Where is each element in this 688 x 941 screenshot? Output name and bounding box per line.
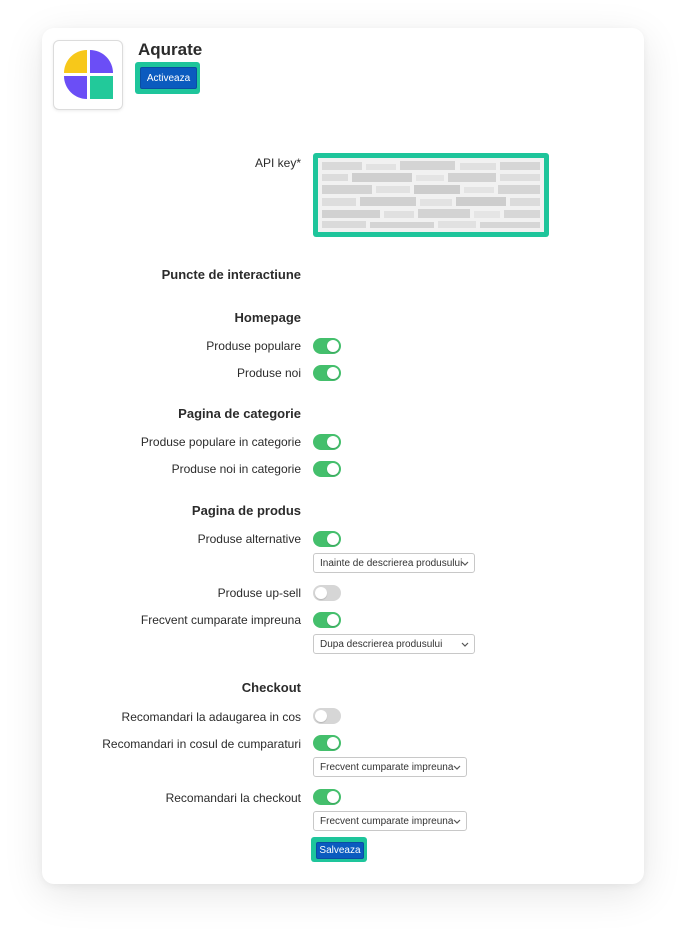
checkout-add-to-cart-label: Recomandari la adaugarea in cos <box>121 710 301 724</box>
interaction-points-title: Puncte de interactiune <box>161 267 301 282</box>
checkout-at-checkout-toggle[interactable] <box>313 789 341 805</box>
app-logo <box>53 40 123 110</box>
product-alternative-toggle[interactable] <box>313 531 341 547</box>
blurred-api-key <box>318 158 544 232</box>
homepage-popular-toggle[interactable] <box>313 338 341 354</box>
category-new-label: Produse noi in categorie <box>171 462 301 476</box>
select-value: Frecvent cumparate impreuna <box>320 815 454 827</box>
product-frequent-position-select[interactable] <box>313 634 475 654</box>
chevron-down-icon <box>460 557 470 569</box>
homepage-new-label: Produse noi <box>236 366 301 380</box>
chevron-down-icon <box>460 638 470 650</box>
api-key-label: API key* <box>254 156 301 170</box>
checkout-at-checkout-type-select[interactable] <box>313 811 467 831</box>
api-key-input[interactable] <box>318 158 544 232</box>
app-title: Aqurate <box>138 40 203 59</box>
save-button[interactable]: Salveaza <box>316 842 364 859</box>
chevron-down-icon <box>452 815 462 827</box>
product-page-title: Pagina de produs <box>191 503 301 518</box>
homepage-new-toggle[interactable] <box>313 365 341 381</box>
category-popular-label: Produse populare in categorie <box>140 435 301 449</box>
select-value: Frecvent cumparate impreuna <box>320 761 454 773</box>
product-upsell-toggle[interactable] <box>313 585 341 601</box>
checkout-in-cart-toggle[interactable] <box>313 735 341 751</box>
category-page-title: Pagina de categorie <box>178 406 301 421</box>
category-new-toggle[interactable] <box>313 461 341 477</box>
activate-button[interactable]: Activeaza <box>140 67 197 89</box>
homepage-title: Homepage <box>234 310 301 325</box>
checkout-in-cart-type-select[interactable] <box>313 757 467 777</box>
select-value: Dupa descrierea produsului <box>320 638 443 650</box>
product-frequent-toggle[interactable] <box>313 612 341 628</box>
aqurate-logo-icon <box>54 41 122 109</box>
product-frequent-label: Frecvent cumparate impreuna <box>140 613 301 627</box>
product-alternative-position-select[interactable] <box>313 553 475 573</box>
product-alternative-label: Produse alternative <box>197 532 301 546</box>
select-value: Inainte de descrierea produsului <box>320 557 463 569</box>
checkout-at-checkout-label: Recomandari la checkout <box>165 791 301 805</box>
product-upsell-label: Produse up-sell <box>217 586 301 600</box>
homepage-popular-label: Produse populare <box>206 339 301 353</box>
category-popular-toggle[interactable] <box>313 434 341 450</box>
checkout-title: Checkout <box>241 680 301 695</box>
checkout-add-to-cart-toggle[interactable] <box>313 708 341 724</box>
checkout-in-cart-label: Recomandari in cosul de cumparaturi <box>102 737 301 751</box>
chevron-down-icon <box>452 761 462 773</box>
